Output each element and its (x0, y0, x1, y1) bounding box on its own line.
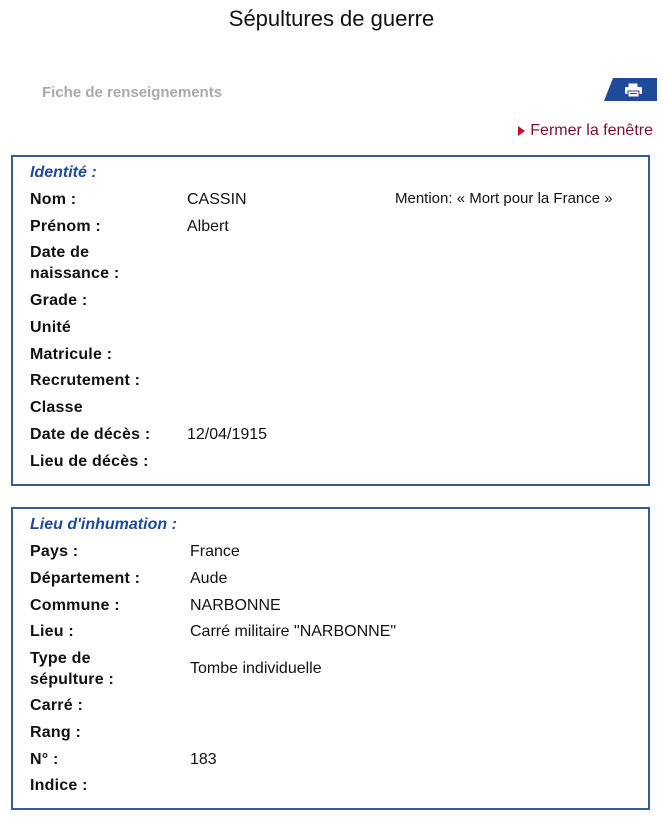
field-value-type-sepulture: Tombe individuelle (190, 660, 322, 677)
field-value-commune: NARBONNE (190, 597, 281, 614)
field-label-type-sepulture: Type de sépulture : (30, 650, 114, 688)
field-label-lieu: Lieu : (30, 623, 74, 640)
field-label-rang: Rang : (30, 724, 81, 741)
field-label-departement: Département : (30, 570, 141, 587)
field-label-carre: Carré : (30, 697, 83, 714)
field-label-commune: Commune : (30, 597, 120, 614)
field-value-date-deces: 12/04/1915 (187, 426, 268, 443)
field-value-prenom: Albert (187, 218, 229, 235)
arrow-right-icon (518, 126, 525, 136)
field-value-departement: Aude (190, 570, 228, 587)
field-label-nom: Nom : (30, 191, 77, 208)
field-label-date-deces: Date de décès : (30, 426, 151, 443)
field-label-lieu-deces: Lieu de décès : (30, 453, 149, 470)
burial-panel (11, 507, 650, 810)
field-value-numero: 183 (190, 751, 217, 768)
burial-heading: Lieu d'inhumation : (30, 516, 177, 533)
page-subtitle: Fiche de renseignements (42, 84, 223, 101)
field-label-pays: Pays : (30, 543, 79, 560)
mention-text: Mention: « Mort pour la France » (395, 190, 613, 207)
close-window-link[interactable] (518, 122, 653, 140)
field-value-nom: CASSIN (187, 191, 247, 208)
close-window-label: Fermer la fenêtre (530, 122, 653, 139)
field-label-prenom: Prénom : (30, 218, 101, 235)
field-value-pays: France (190, 543, 240, 560)
field-label-grade: Grade : (30, 292, 88, 309)
print-button[interactable] (604, 78, 657, 101)
field-label-numero: N° : (30, 751, 59, 768)
identity-panel (11, 155, 650, 486)
field-label-recrutement: Recrutement : (30, 372, 141, 389)
print-icon (623, 82, 645, 98)
field-label-indice: Indice : (30, 777, 88, 794)
field-value-lieu: Carré militaire "NARBONNE" (190, 623, 397, 640)
field-label-date-naissance: Date de naissance : (30, 244, 120, 282)
page-title: Sépultures de guerre (228, 6, 435, 31)
identity-heading: Identité : (30, 164, 97, 181)
field-label-unite: Unité (30, 319, 71, 336)
field-label-classe: Classe (30, 399, 83, 416)
field-label-matricule: Matricule : (30, 346, 113, 363)
